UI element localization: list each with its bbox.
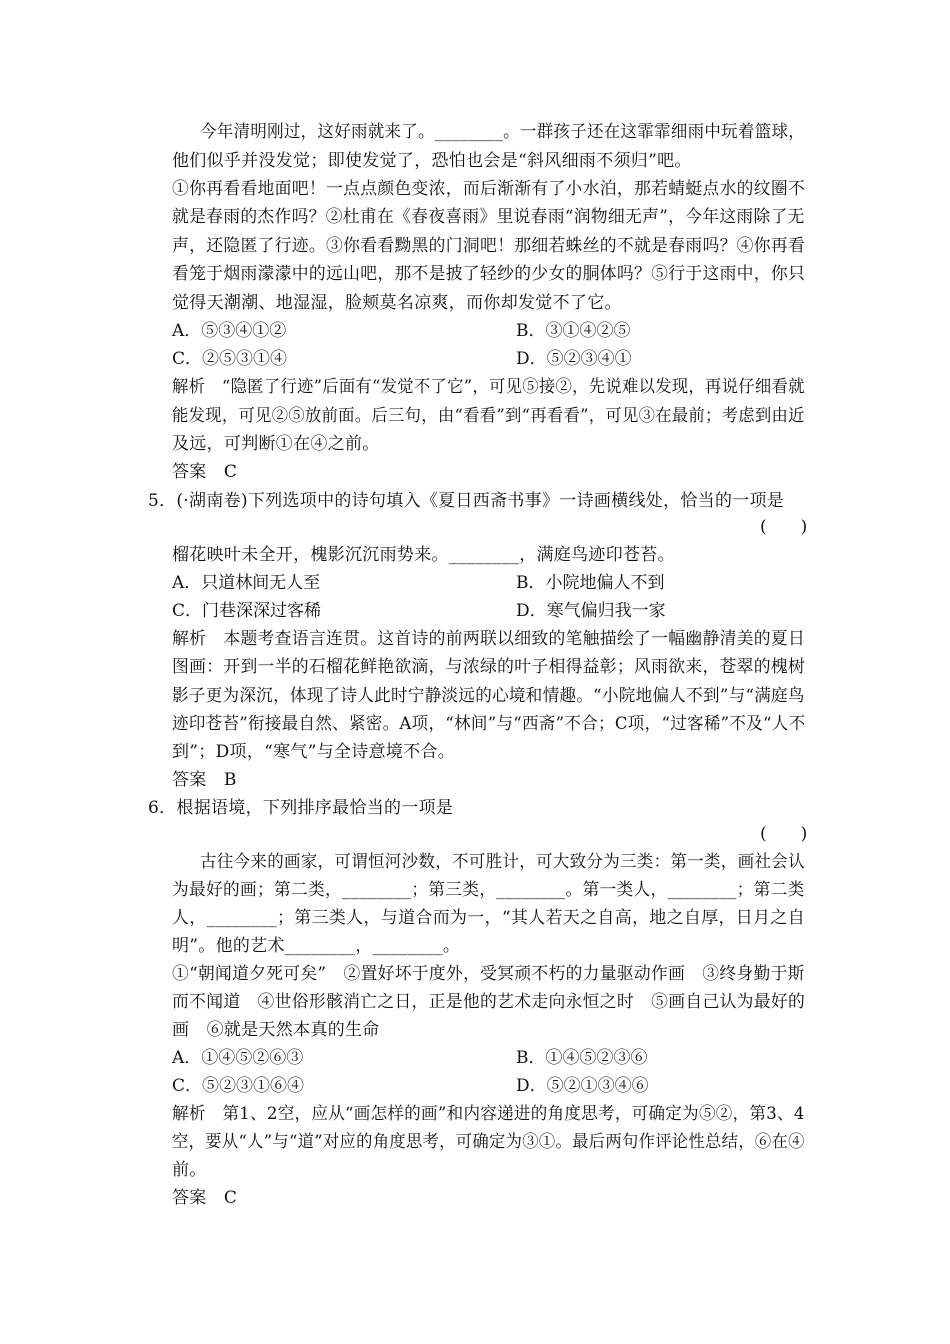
q5-option-b: B．小院地偏人不到 — [516, 573, 665, 593]
q4-option-c: C．②⑤③①④ — [172, 349, 288, 369]
q6-option-a: A．①④⑤②⑥③ — [172, 1048, 304, 1068]
q6-option-d: D．⑤②①③④⑥ — [516, 1076, 649, 1096]
q6-answer: 答案 C — [172, 1188, 238, 1208]
q6-passage-line-1: 古往今来的画家，可谓恒河沙数，不可胜计，可大致分为三类：第一类，画社会认 — [200, 852, 805, 872]
q5-answer: 答案 B — [172, 770, 237, 790]
q5-poem: 榴花映叶未全开，槐影沉沉雨势来。________，满庭鸟迹印苍苔。 — [172, 545, 675, 565]
q5-stem: 5．(·湖南卷)下列选项中的诗句填入《夏日西斋书事》一诗画横线处，恰当的一项是 — [148, 491, 785, 511]
q5-option-d: D．寒气偏归我一家 — [516, 601, 666, 621]
q6-analysis-line-3: 前。 — [172, 1160, 207, 1180]
q6-passage-line-3: 人，________；第三类人，与道合而为一，“其人若天之自高，地之自厚，日月之自 — [172, 908, 805, 928]
q6-analysis-line-2: 空，要从“人”与“道”对应的角度思考，可确定为③①。最后两句作评论性总结，⑥在④ — [172, 1132, 805, 1152]
q6-option-c: C．⑤②③①⑥④ — [172, 1076, 305, 1096]
q6-analysis-line-1: 解析 第1、2空，应从“画怎样的画”和内容递进的角度思考，可确定为⑤②，第3、4 — [172, 1104, 805, 1124]
q6-passage-line-2: 为最好的画；第二类，________；第三类，________。第一类人，________；第二类 — [172, 880, 805, 900]
q6-stem: 6．根据语境，下列排序最恰当的一项是 — [148, 798, 454, 818]
q4-sentences-line-1: ①你再看看地面吧！一点点颜色变浓，而后渐渐有了小水泊，那若蜻蜓点水的纹圈不 — [172, 179, 806, 199]
q6-sentences-line-3: 画 ⑥就是天然本真的生命 — [172, 1020, 380, 1040]
q4-option-d: D．⑤②③④① — [516, 349, 632, 369]
q4-analysis-line-3: 及远，可判断①在④之前。 — [172, 434, 380, 454]
q6-sentences-line-2: 而不闻道 ④世俗形骸消亡之日，正是他的艺术走向永恒之时 ⑤画自己认为最好的 — [172, 992, 806, 1012]
q5-analysis-line-1: 解析 本题考查语言连贯。这首诗的前两联以细致的笔触描绘了一幅幽静清美的夏日 — [172, 629, 806, 649]
q5-analysis-line-2: 图画：开到一半的石榴花鲜艳欲滴，与浓绿的叶子相得益彰；风雨欲来，苍翠的槐树 — [172, 657, 806, 677]
q5-option-a: A．只道林间无人至 — [172, 573, 321, 593]
q6-answer-blank: ( ) — [760, 824, 808, 844]
q4-analysis-line-2: 能发现，可见②⑤放前面。后三句，由“看看”到“再看看”，可见③在最前；考虑到由近 — [172, 406, 805, 426]
q5-analysis-line-5: 到”；D项，“寒气”与全诗意境不合。 — [172, 742, 456, 762]
q6-option-b: B．①④⑤②③⑥ — [516, 1048, 648, 1068]
q4-passage-line-1: 今年清明刚过，这好雨就来了。________。一群孩子还在这霏霏细雨中玩着篮球， — [200, 122, 806, 142]
q4-answer: 答案 C — [172, 462, 238, 482]
q4-option-a: A．⑤③④①② — [172, 321, 287, 341]
q5-answer-blank: ( ) — [760, 517, 808, 537]
q4-passage-line-2: 他们似乎并没发觉；即使发觉了，恐怕也会是“斜风细雨不须归”吧。 — [172, 151, 692, 171]
q4-analysis-line-1: 解析 “隐匿了行迹”后面有“发觉不了它”，可见⑤接②，先说难以发现，再说仔细看就 — [172, 377, 805, 397]
q4-sentences-line-2: 就是春雨的杰作吗？②杜甫在《春夜喜雨》里说春雨“润物细无声”，今年这雨除了无 — [172, 207, 805, 227]
q4-sentences-line-5: 觉得天潮潮、地湿湿，脸颊莫名凉爽，而你却发觉不了它。 — [172, 293, 622, 313]
q5-analysis-line-4: 迹印苍苔”衔接最自然、紧密。A项，“林间”与“西斋”不合；C项，“过客稀”不及“人不 — [172, 714, 806, 734]
q6-sentences-line-1: ①“朝闻道夕死可矣” ②置好坏于度外，受冥顽不朽的力量驱动作画 ③终身勤于斯 — [172, 964, 805, 984]
q4-sentences-line-3: 声，还隐匿了行迹。③你看看黝黑的门洞吧！那细若蛛丝的不就是春雨吗？④你再看 — [172, 236, 806, 256]
q5-option-c: C．门巷深深过客稀 — [172, 601, 322, 621]
q6-passage-line-4: 明”。他的艺术________，________。 — [172, 936, 461, 956]
q5-analysis-line-3: 影子更为深沉，体现了诗人此时宁静淡远的心境和情趣。“小院地偏人不到”与“满庭鸟 — [172, 686, 805, 706]
q4-sentences-line-4: 看笼于烟雨濛濛中的远山吧，那不是披了轻纱的少女的胴体吗？⑤行于这雨中，你只 — [172, 264, 806, 284]
q4-option-b: B．③①④②⑤ — [516, 321, 631, 341]
